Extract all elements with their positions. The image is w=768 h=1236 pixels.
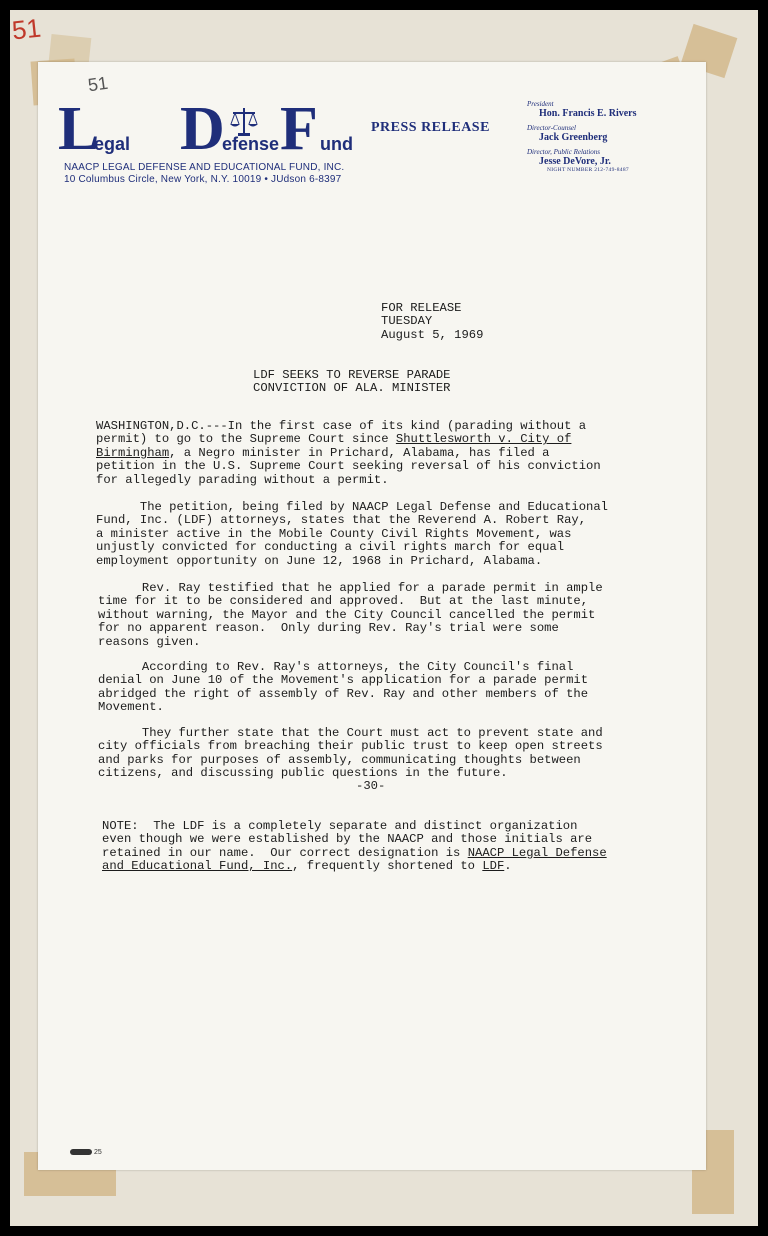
org-abbreviation: LDF [482, 859, 505, 874]
logo-word-efense: efense [222, 134, 280, 154]
p2-line: The petition, being filed by NAACP Legal Defense and Educational [96, 499, 608, 514]
union-bug-stamp [70, 1149, 102, 1156]
p3-line: without warning, the Mayor and the City Council cancelled the permit [98, 607, 596, 622]
p3-line: time for it to be considered and approved. But at the last minute, [98, 594, 589, 609]
p1-line: for allegedly parading without a permit. [96, 472, 389, 487]
night-number: NIGHT NUMBER 212-749-8487 [547, 167, 629, 173]
p5-line: They further state that the Court must act to prevent state and [98, 725, 603, 740]
president-name: Hon. Francis E. Rivers [539, 108, 637, 119]
p2-line: employment opportunity on June 12, 1968 in Prichard, Alabama. [96, 553, 543, 568]
note-line: even though we were established by the NAACP and those initials are [102, 832, 593, 847]
note-text: retained in our name. Our correct designation is [102, 845, 468, 860]
p2-line: Fund, Inc. (LDF) attorneys, states that the Reverend A. Robert Ray, [96, 513, 587, 528]
union-bug-icon [70, 1149, 92, 1155]
release-date: August 5, 1969 [381, 327, 484, 342]
note-text: . [504, 859, 512, 874]
pencil-number: 51 [86, 72, 110, 96]
case-citation-cont: Birmingham [96, 445, 170, 460]
org-address: 10 Columbus Circle, New York, N.Y. 10019 • JUdson 6-8397 [64, 174, 342, 185]
logo-word-und: und [320, 134, 353, 154]
note-line [102, 860, 607, 874]
logo-letter-f: F [280, 95, 318, 163]
p1-line: WASHINGTON,D.C.---In the first case of its kind (parading without a [96, 418, 587, 433]
note [102, 806, 607, 888]
release-line-2: TUESDAY [381, 314, 433, 329]
logo-word-egal: egal [94, 134, 131, 154]
p2-line: a minister active in the Mobile County Civil Rights Movement, was [96, 526, 572, 541]
stamp-number: 25 [93, 1149, 102, 1156]
scales-of-justice-icon [228, 104, 260, 138]
note-text: , frequently shortened to [292, 859, 483, 874]
ldf-logo [58, 95, 358, 163]
president-role: President [527, 100, 554, 108]
p1-line [96, 433, 601, 447]
headline-line-1: LDF SEEKS TO REVERSE PARADE [253, 367, 451, 382]
release-line-1: FOR RELEASE [381, 300, 462, 315]
p1-text: , a Negro minister in Prichard, Alabama, has filed a [169, 445, 550, 460]
press-release-label: PRESS RELEASE [371, 120, 490, 135]
p1-text: permit) to go to the Supreme Court since [96, 432, 396, 447]
p5-line: city officials from breaching their public trust to keep open streets [98, 739, 603, 754]
p5-line: citizens, and discussing public questions in the future. [98, 766, 508, 781]
p3-line: Rev. Ray testified that he applied for a parade permit in ample [98, 580, 603, 595]
counsel-name: Jack Greenberg [539, 132, 608, 143]
p4-line: abridged the right of assembly of Rev. Ray and other members of the [98, 686, 589, 701]
p4-line: Movement. [98, 700, 164, 715]
p4-line: denial on June 10 of the Movement's application for a parade permit [98, 673, 589, 688]
pr-name: Jesse DeVore, Jr. [539, 156, 611, 167]
archive-number: 51 [10, 12, 43, 46]
release-info [381, 288, 483, 356]
p5-line: and parks for purposes of assembly, communicating thoughts between [98, 752, 581, 767]
counsel-role: Director-Counsel [527, 124, 576, 132]
note-line [102, 847, 607, 861]
note-line: NOTE: The LDF is a completely separate and distinct organization [102, 818, 578, 833]
pr-role: Director, Public Relations [527, 148, 601, 156]
headline [253, 355, 450, 409]
org-name: NAACP LEGAL DEFENSE AND EDUCATIONAL FUND, INC. [64, 162, 345, 173]
case-citation: Shuttlesworth v. City of [395, 432, 572, 447]
end-mark: -30- [356, 779, 386, 793]
logo-letter-l: L [58, 95, 100, 163]
org-designation-cont: and Educational Fund, Inc. [102, 859, 293, 874]
p1-line [96, 447, 601, 461]
p2-line: unjustly convicted for conducting a civil rights march for equal [96, 540, 565, 555]
p1-line: petition in the U.S. Supreme Court seeking reversal of his conviction [96, 459, 601, 474]
p3-line: reasons given. [98, 634, 201, 649]
p4-line: According to Rev. Ray's attorneys, the City Council's final [98, 659, 574, 674]
org-designation: NAACP Legal Defense [467, 845, 607, 860]
p3-line: for no apparent reason. Only during Rev. Ray's trial were some [98, 621, 559, 636]
headline-line-2: CONVICTION OF ALA. MINISTER [253, 381, 451, 396]
paragraph-5 [98, 713, 603, 795]
logo-letter-d: D [180, 95, 225, 163]
staff-list [527, 100, 637, 173]
